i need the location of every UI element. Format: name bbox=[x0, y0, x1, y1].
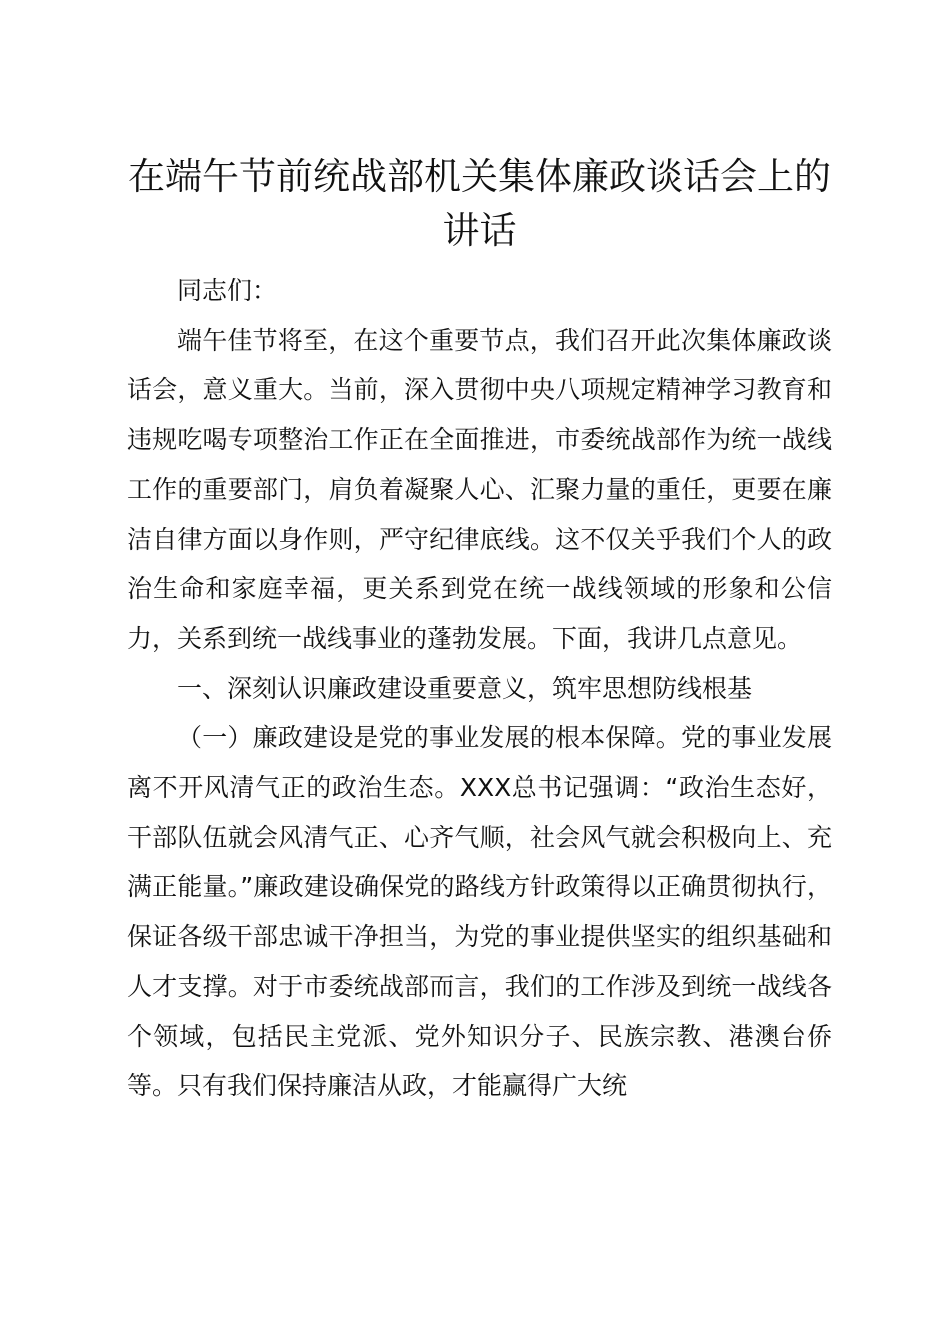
document-title: 在端午节前统战部机关集体廉政谈话会上的讲话 bbox=[128, 155, 831, 252]
document-page bbox=[127, 150, 832, 1111]
section-paragraph: （一）廉政建设是党的事业发展的根本保障。党的事业发展离不开风清气正的政治生态。XXX总书记强调：“政治生态好，干部队伍就会风清气正、心齐气顺，社会风气就会积极向上、充满正能量。”廉政建设确保党的路线方针政策得以正确贯彻执行，保证各级干部忠诚干净担当，为党的事业提供坚实的组织基础和人才支撑。对于市委统战部而言，我们的工作涉及到统一战线各个领域，包括民主党派、党外知识分子、民族宗教、港澳台侨等。只有我们保持廉洁从政，才能赢得广大统 bbox=[127, 723, 832, 1101]
salutation: 同志们： bbox=[177, 276, 278, 305]
section-heading: 一、深刻认识廉政建设重要意义，筑牢思想防线根基 bbox=[177, 673, 753, 703]
intro-paragraph: 端午佳节将至，在这个重要节点，我们召开此次集体廉政谈话会，意义重大。当前，深入贯彻中央八项规定精神学习教育和违规吃喝专项整治工作正在全面推进，市委统战部作为统一战线工作的重要部门，肩负着凝聚人心、汇聚力量的重任，更要在廉洁自律方面以身作则，严守纪律底线。这不仅关乎我们个人的政治生命和家庭幸福，更关系到党在统一战线领域的形象和公信力，关系到统一战线事业的蓬勃发展。下面，我讲几点意见。 bbox=[127, 325, 832, 653]
